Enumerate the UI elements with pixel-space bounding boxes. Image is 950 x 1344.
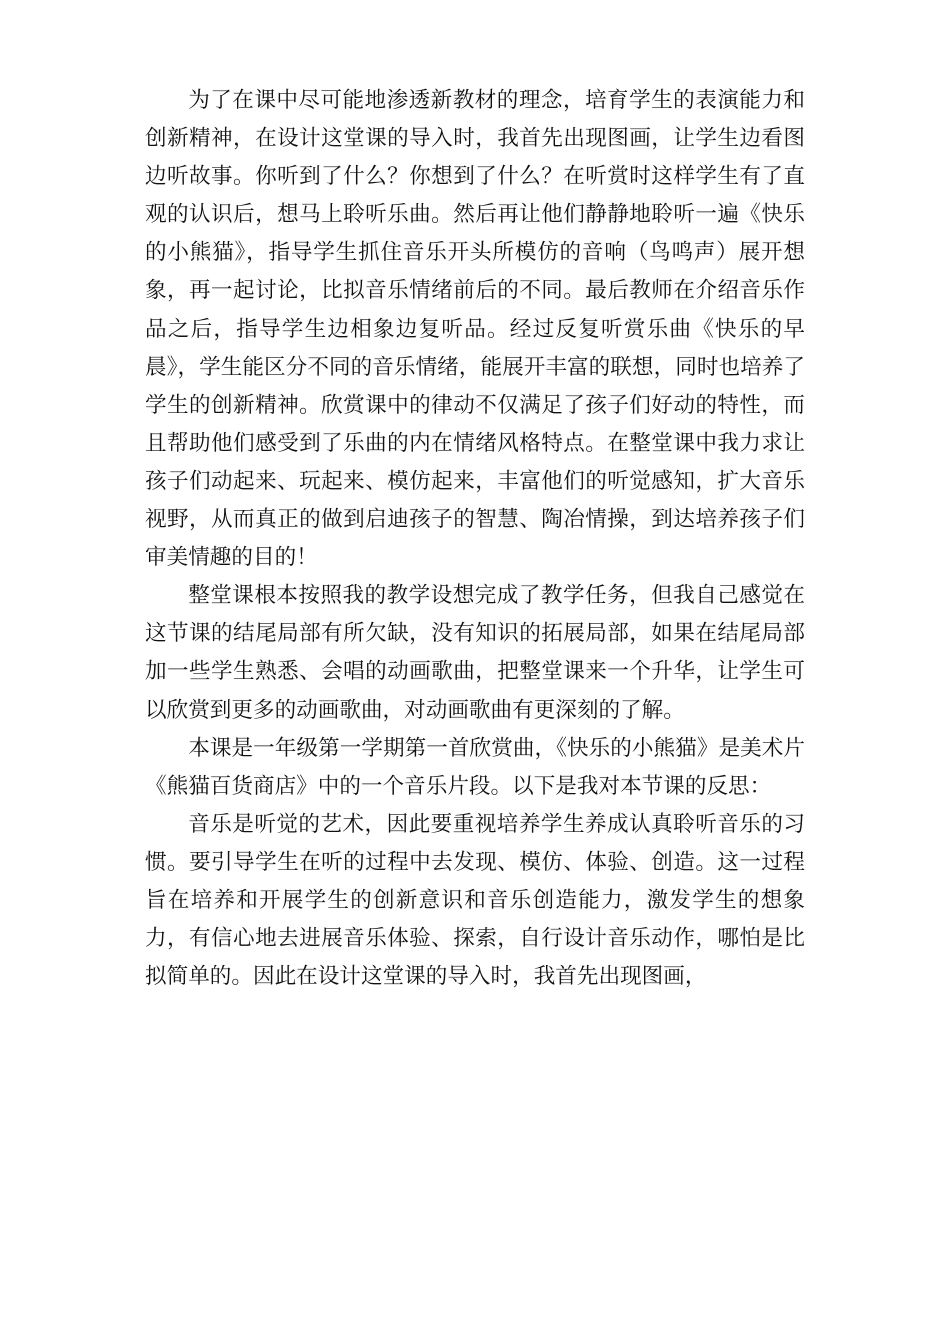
paragraph-3: 本课是一年级第一学期第一首欣赏曲，《快乐的小熊猫》是美术片《熊猫百货商店》中的一个音乐片段。以下是我对本节课的反思： (145, 735, 805, 799)
document-body (145, 82, 805, 996)
paragraph-1: 为了在课中尽可能地渗透新教材的理念，培育学生的表演能力和创新精神，在设计这堂课的导入时，我首先出现图画，让学生边看图边听故事。你听到了什么？你想到了什么？在听赏时这样学生有了直观的认识后，想马上聆听乐曲。然后再让他们静静地聆听一遍《快乐的小熊猫》，指导学生抓住音乐开头所模仿的音响（鸟鸣声）展开想象，再一起讨论，比拟音乐情绪前后的不同。最后教师在介绍音乐作品之后，指导学生边相象边复听品。经过反复听赏乐曲《快乐的早晨》，学生能区分不同的音乐情绪，能展开丰富的联想，同时也培养了学生的创新精神。欣赏课中的律动不仅满足了孩子们好动的特性，而且帮助他们感受到了乐曲的内在情绪风格特点。在整堂课中我力求让孩子们动起来、玩起来、模仿起来，丰富他们的听觉感知，扩大音乐视野，从而真正的做到启迪孩子的智慧、陶冶情操，到达培养孩子们审美情趣的目的！ (145, 88, 805, 571)
paragraph-4: 音乐是听觉的艺术，因此要重视培养学生养成认真聆听音乐的习惯。要引导学生在听的过程中去发现、模仿、体验、创造。这一过程旨在培养和开展学生的创新意识和音乐创造能力，激发学生的想象力，有信心地去进展音乐体验、探索，自行设计音乐动作，哪怕是比拟简单的。因此在设计这堂课的导入时，我首先出现图画， (145, 811, 805, 990)
paragraph-2: 整堂课根本按照我的教学设想完成了教学任务，但我自己感觉在这节课的结尾局部有所欠缺，没有知识的拓展局部，如果在结尾局部加一些学生熟悉、会唱的动画歌曲，把整堂课来一个升华，让学生可以欣赏到更多的动画歌曲，对动画歌曲有更深刻的了解。 (145, 583, 805, 723)
